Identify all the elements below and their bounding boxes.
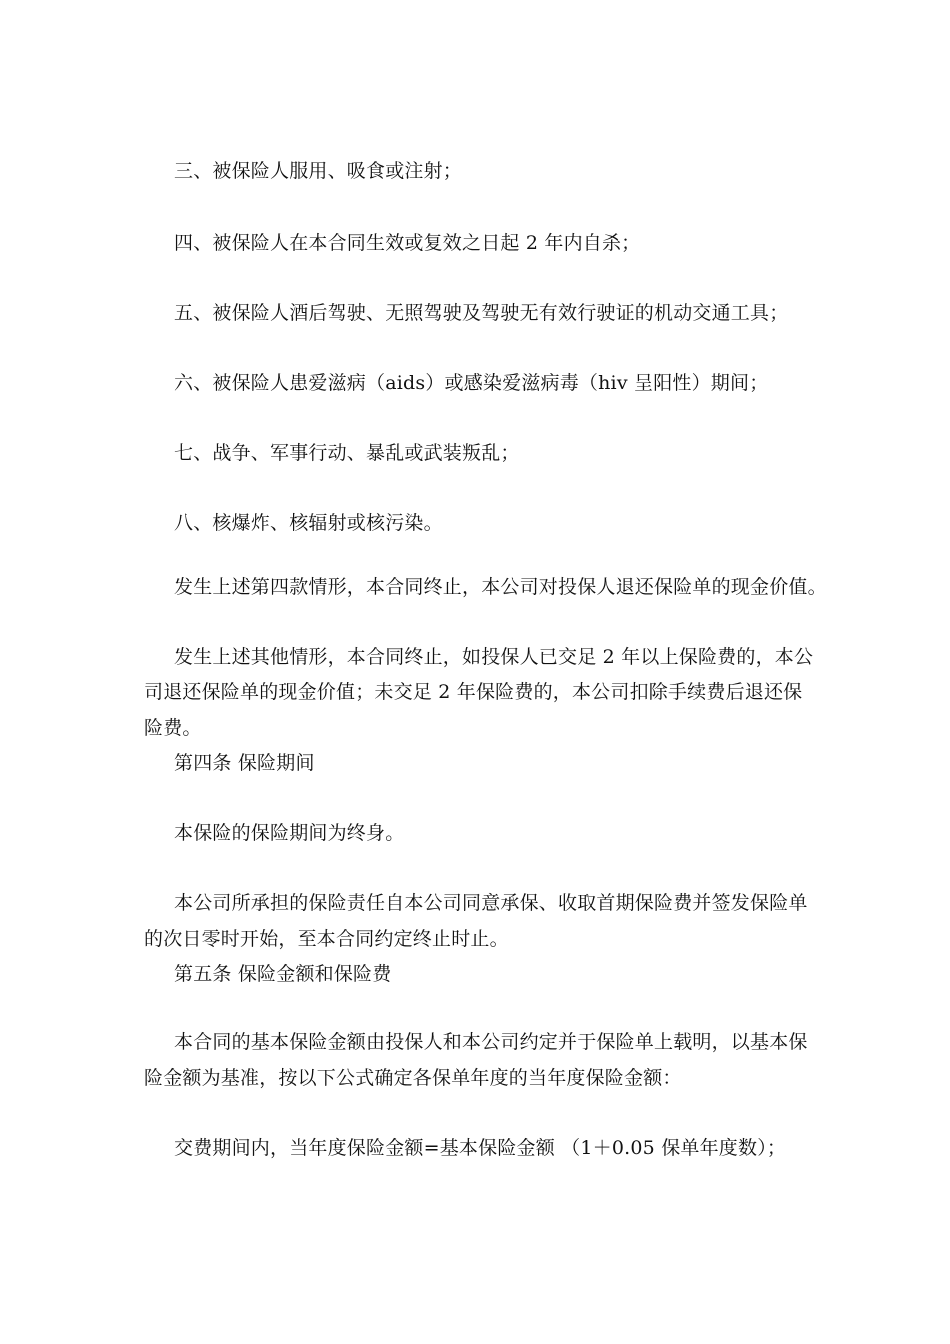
clause-item-3: 三、被保险人服用、吸食或注射； xyxy=(174,160,463,182)
clause-item-8: 八、核爆炸、核辐射或核污染。 xyxy=(174,512,443,534)
paragraph-fourth-case: 发生上述第四款情形，本合同终止，本公司对投保人退还保险单的现金价值。 xyxy=(174,576,827,598)
paragraph-sum-insured-line-2: 险金额为基准，按以下公式确定各保单年度的当年度保险金额： xyxy=(144,1067,682,1089)
paragraph-liability-start-line-2: 的次日零时开始，至本合同约定终止时止。 xyxy=(144,928,509,950)
article-4-heading: 第四条 保险期间 xyxy=(174,752,315,774)
clause-item-7: 七、战争、军事行动、暴乱或武装叛乱； xyxy=(174,442,520,464)
clause-item-5: 五、被保险人酒后驾驶、无照驾驶及驾驶无有效行驶证的机动交通工具； xyxy=(174,302,789,324)
clause-item-4: 四、被保险人在本合同生效或复效之日起 2 年内自杀； xyxy=(174,232,641,254)
paragraph-liability-start-line-1: 本公司所承担的保险责任自本公司同意承保、收取首期保险费并签发保险单 xyxy=(174,892,808,914)
paragraph-insurance-period: 本保险的保险期间为终身。 xyxy=(174,822,405,844)
paragraph-formula: 交费期间内，当年度保险金额=基本保险金额 （1＋0.05 保单年度数）； xyxy=(174,1137,787,1159)
paragraph-other-cases-line-2: 司退还保险单的现金价值；未交足 2 年保险费的，本公司扣除手续费后退还保 xyxy=(144,681,803,703)
clause-item-6: 六、被保险人患爱滋病（aids）或感染爱滋病毒（hiv 呈阳性）期间； xyxy=(174,372,769,394)
paragraph-other-cases-line-3: 险费。 xyxy=(144,717,202,739)
article-5-heading: 第五条 保险金额和保险费 xyxy=(174,963,392,985)
paragraph-other-cases-line-1: 发生上述其他情形，本合同终止，如投保人已交足 2 年以上保险费的，本公 xyxy=(174,646,814,668)
paragraph-sum-insured-line-1: 本合同的基本保险金额由投保人和本公司约定并于保险单上载明，以基本保 xyxy=(174,1031,808,1053)
